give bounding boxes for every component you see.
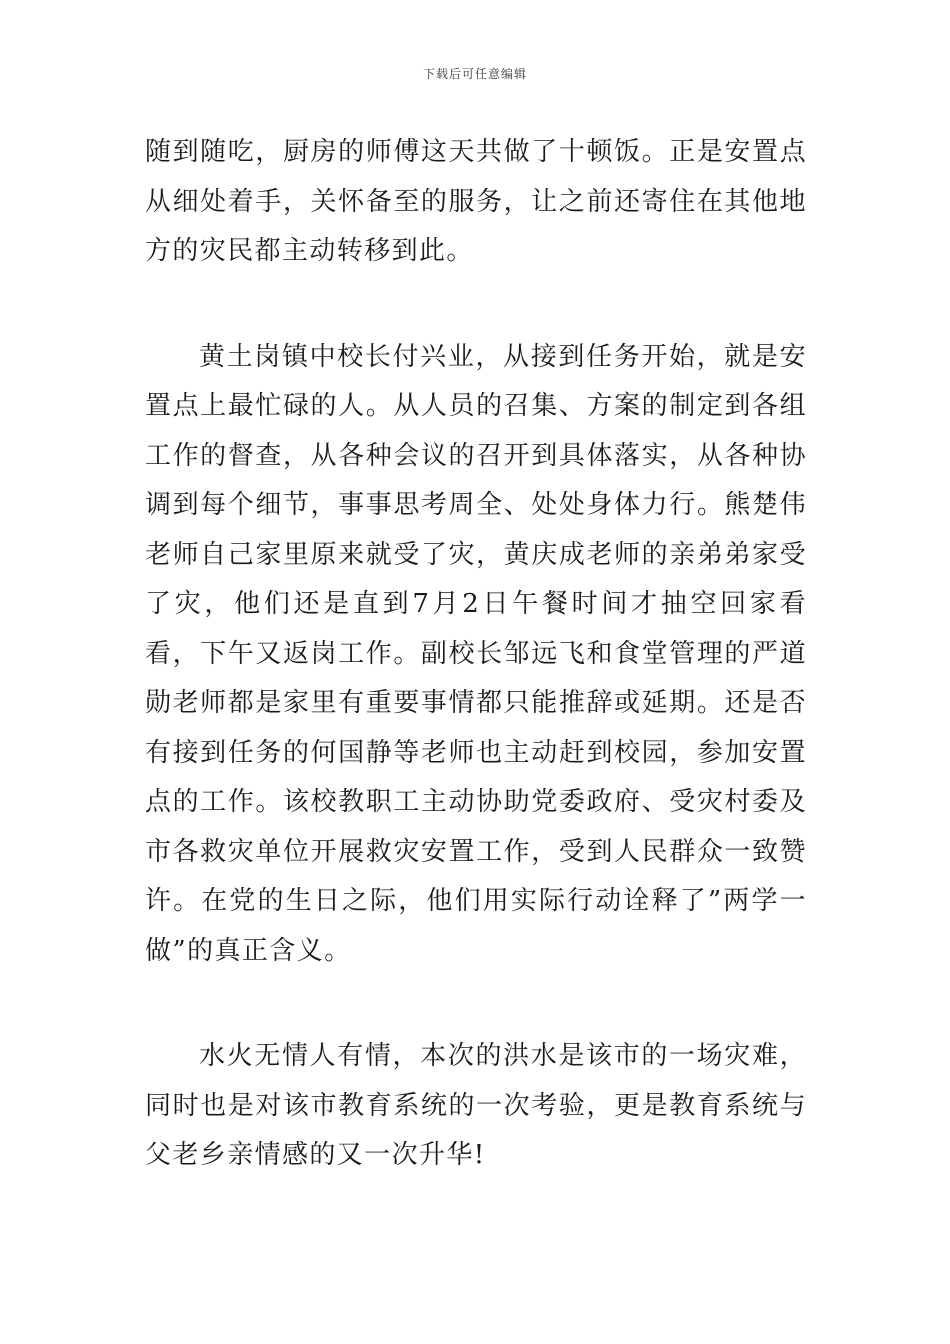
paragraph-1: 随到随吃，厨房的师傅这天共做了十顿饭。正是安置点从细处着手，关怀备至的服务，让之前还寄住在其他地方的灾民都主动转移到此。 (145, 137, 807, 266)
paragraph-2: 黄土岗镇中校长付兴业，从接到任务开始，就是安置点上最忙碌的人。从人员的召集、方案的制定到各组工作的督查，从各种会议的召开到具体落实，从各种协调到每个细节，事事思考周全、处处身体力行。熊楚伟老师自己家里原来就受了灾，黄庆成老师的亲弟弟家受了灾，他们还是直到7月2日午餐时间才抽空回家看看，下午又返岗工作。副校长邹远飞和食堂管理的严道勋老师都是家里有重要事情都只能推辞或延期。还是否有接到任务的何国静等老师也主动赶到校园，参加安置点的工作。该校教职工主动协助党委政府、受灾村委及市各救灾单位开展救灾安置工作，受到人民群众一致赞许。在党的生日之际，他们用实际行动诠释了”两学一做”的真正含义。 (145, 341, 807, 966)
page-header: 下载后可任意编辑 (422, 67, 527, 81)
paragraph-gap (145, 277, 807, 333)
document-body (145, 128, 807, 1181)
paragraph-gap (145, 976, 807, 1032)
paragraph-3: 水火无情人有情，本次的洪水是该市的一场灾难，同时也是对该市教育系统的一次考验，更是教育系统与父老乡亲情感的又一次升华! (145, 1041, 807, 1170)
